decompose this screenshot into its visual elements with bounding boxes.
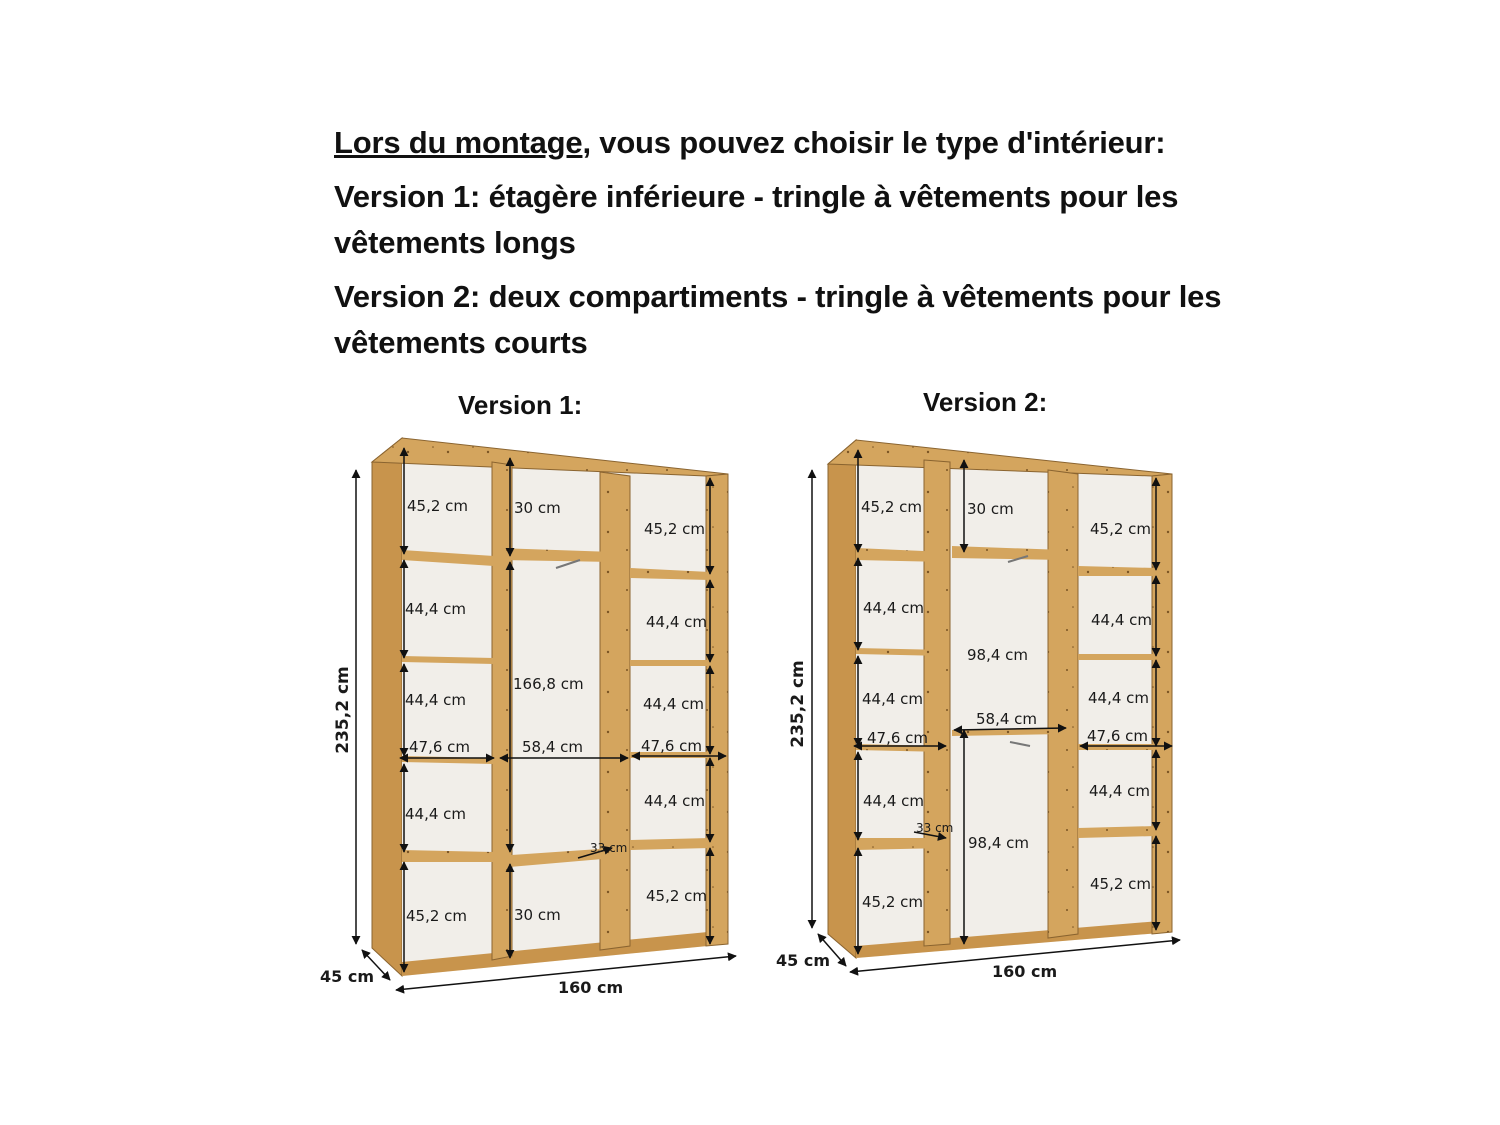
v2-depth-label: 45 cm bbox=[776, 951, 830, 970]
v2-shelf bbox=[1078, 654, 1156, 660]
v1-right-label: 45,2 cm bbox=[644, 520, 706, 538]
v1-shelf bbox=[630, 660, 710, 666]
v2-left-label: 45,2 cm bbox=[861, 498, 923, 516]
v1-height-label: 235,2 cm bbox=[333, 666, 353, 754]
v2-right-panel bbox=[1152, 474, 1172, 934]
v1-right-label: 44,4 cm bbox=[644, 792, 706, 810]
v2-right-label: 47,6 cm bbox=[1087, 727, 1149, 745]
v2-left-label: 33 cm bbox=[916, 821, 954, 835]
v1-depth-label: 45 cm bbox=[320, 967, 374, 986]
version1-title: Version 1: bbox=[458, 390, 583, 420]
v2-right-label: 44,4 cm bbox=[1088, 689, 1150, 707]
v2-middle-label: 58,4 cm bbox=[976, 710, 1038, 728]
v2-right-label: 45,2 cm bbox=[1090, 875, 1152, 893]
intro-heading-rest: , vous pouvez choisir le type d'intérieur: bbox=[582, 125, 1166, 160]
v1-middle-label: 30 cm bbox=[514, 906, 561, 924]
v2-divider-right bbox=[1048, 470, 1078, 938]
v1-right-label: 45,2 cm bbox=[646, 887, 708, 905]
v2-middle-label: 98,4 cm bbox=[968, 834, 1030, 852]
v1-middle-label: 166,8 cm bbox=[513, 675, 584, 693]
version2-wardrobe bbox=[776, 440, 1180, 981]
version2-description: Version 2: deux compartiments - tringle à vêtements pour les vêtements courts bbox=[334, 279, 1222, 360]
v2-left-label: 44,4 cm bbox=[863, 792, 925, 810]
v1-shelf bbox=[630, 838, 710, 850]
v1-left-label: 47,6 cm bbox=[409, 738, 471, 756]
version2-title: Version 2: bbox=[923, 387, 1048, 417]
v1-left-label: 44,4 cm bbox=[405, 691, 467, 709]
v2-shelf bbox=[1078, 826, 1156, 838]
v2-width-label: 160 cm bbox=[992, 962, 1058, 981]
v2-divider-left bbox=[924, 460, 950, 946]
v2-left-label: 45,2 cm bbox=[862, 893, 924, 911]
version1-wardrobe bbox=[320, 438, 736, 997]
v2-left-label: 47,6 cm bbox=[867, 729, 929, 747]
v2-right-label: 45,2 cm bbox=[1090, 520, 1152, 538]
v1-divider-left bbox=[492, 462, 512, 960]
v1-right-label: 44,4 cm bbox=[643, 695, 705, 713]
v2-height-label: 235,2 cm bbox=[788, 660, 808, 748]
v2-middle-label: 30 cm bbox=[967, 500, 1014, 518]
v1-right-label: 47,6 cm bbox=[641, 737, 703, 755]
version1-description: Version 1: étagère inférieure - tringle à vêtements pour les vêtements longs bbox=[334, 179, 1179, 260]
v2-right-label: 44,4 cm bbox=[1091, 611, 1153, 629]
v2-right-label: 44,4 cm bbox=[1089, 782, 1151, 800]
v2-left-label: 44,4 cm bbox=[863, 599, 925, 617]
v1-shelf bbox=[402, 850, 494, 862]
v1-middle-label: 30 cm bbox=[514, 499, 561, 517]
v1-width-label: 160 cm bbox=[558, 978, 624, 997]
intro-heading-underlined: Lors du montage bbox=[334, 125, 583, 160]
v1-divider-right bbox=[600, 472, 630, 950]
v1-left-label: 45,2 cm bbox=[406, 907, 468, 925]
v1-left-label: 45,2 cm bbox=[407, 497, 469, 515]
v1-side-panel bbox=[372, 438, 402, 976]
v2-left-label: 44,4 cm bbox=[862, 690, 924, 708]
v2-middle-label: 98,4 cm bbox=[967, 646, 1029, 664]
v1-left-label: 44,4 cm bbox=[405, 600, 467, 618]
v1-middle-label: 58,4 cm bbox=[522, 738, 584, 756]
v2-shelf bbox=[856, 838, 946, 850]
v1-middle-label: 33 cm bbox=[590, 841, 628, 855]
v1-left-label: 44,4 cm bbox=[405, 805, 467, 823]
v1-right-label: 44,4 cm bbox=[646, 613, 708, 631]
v2-side-panel bbox=[828, 440, 856, 958]
